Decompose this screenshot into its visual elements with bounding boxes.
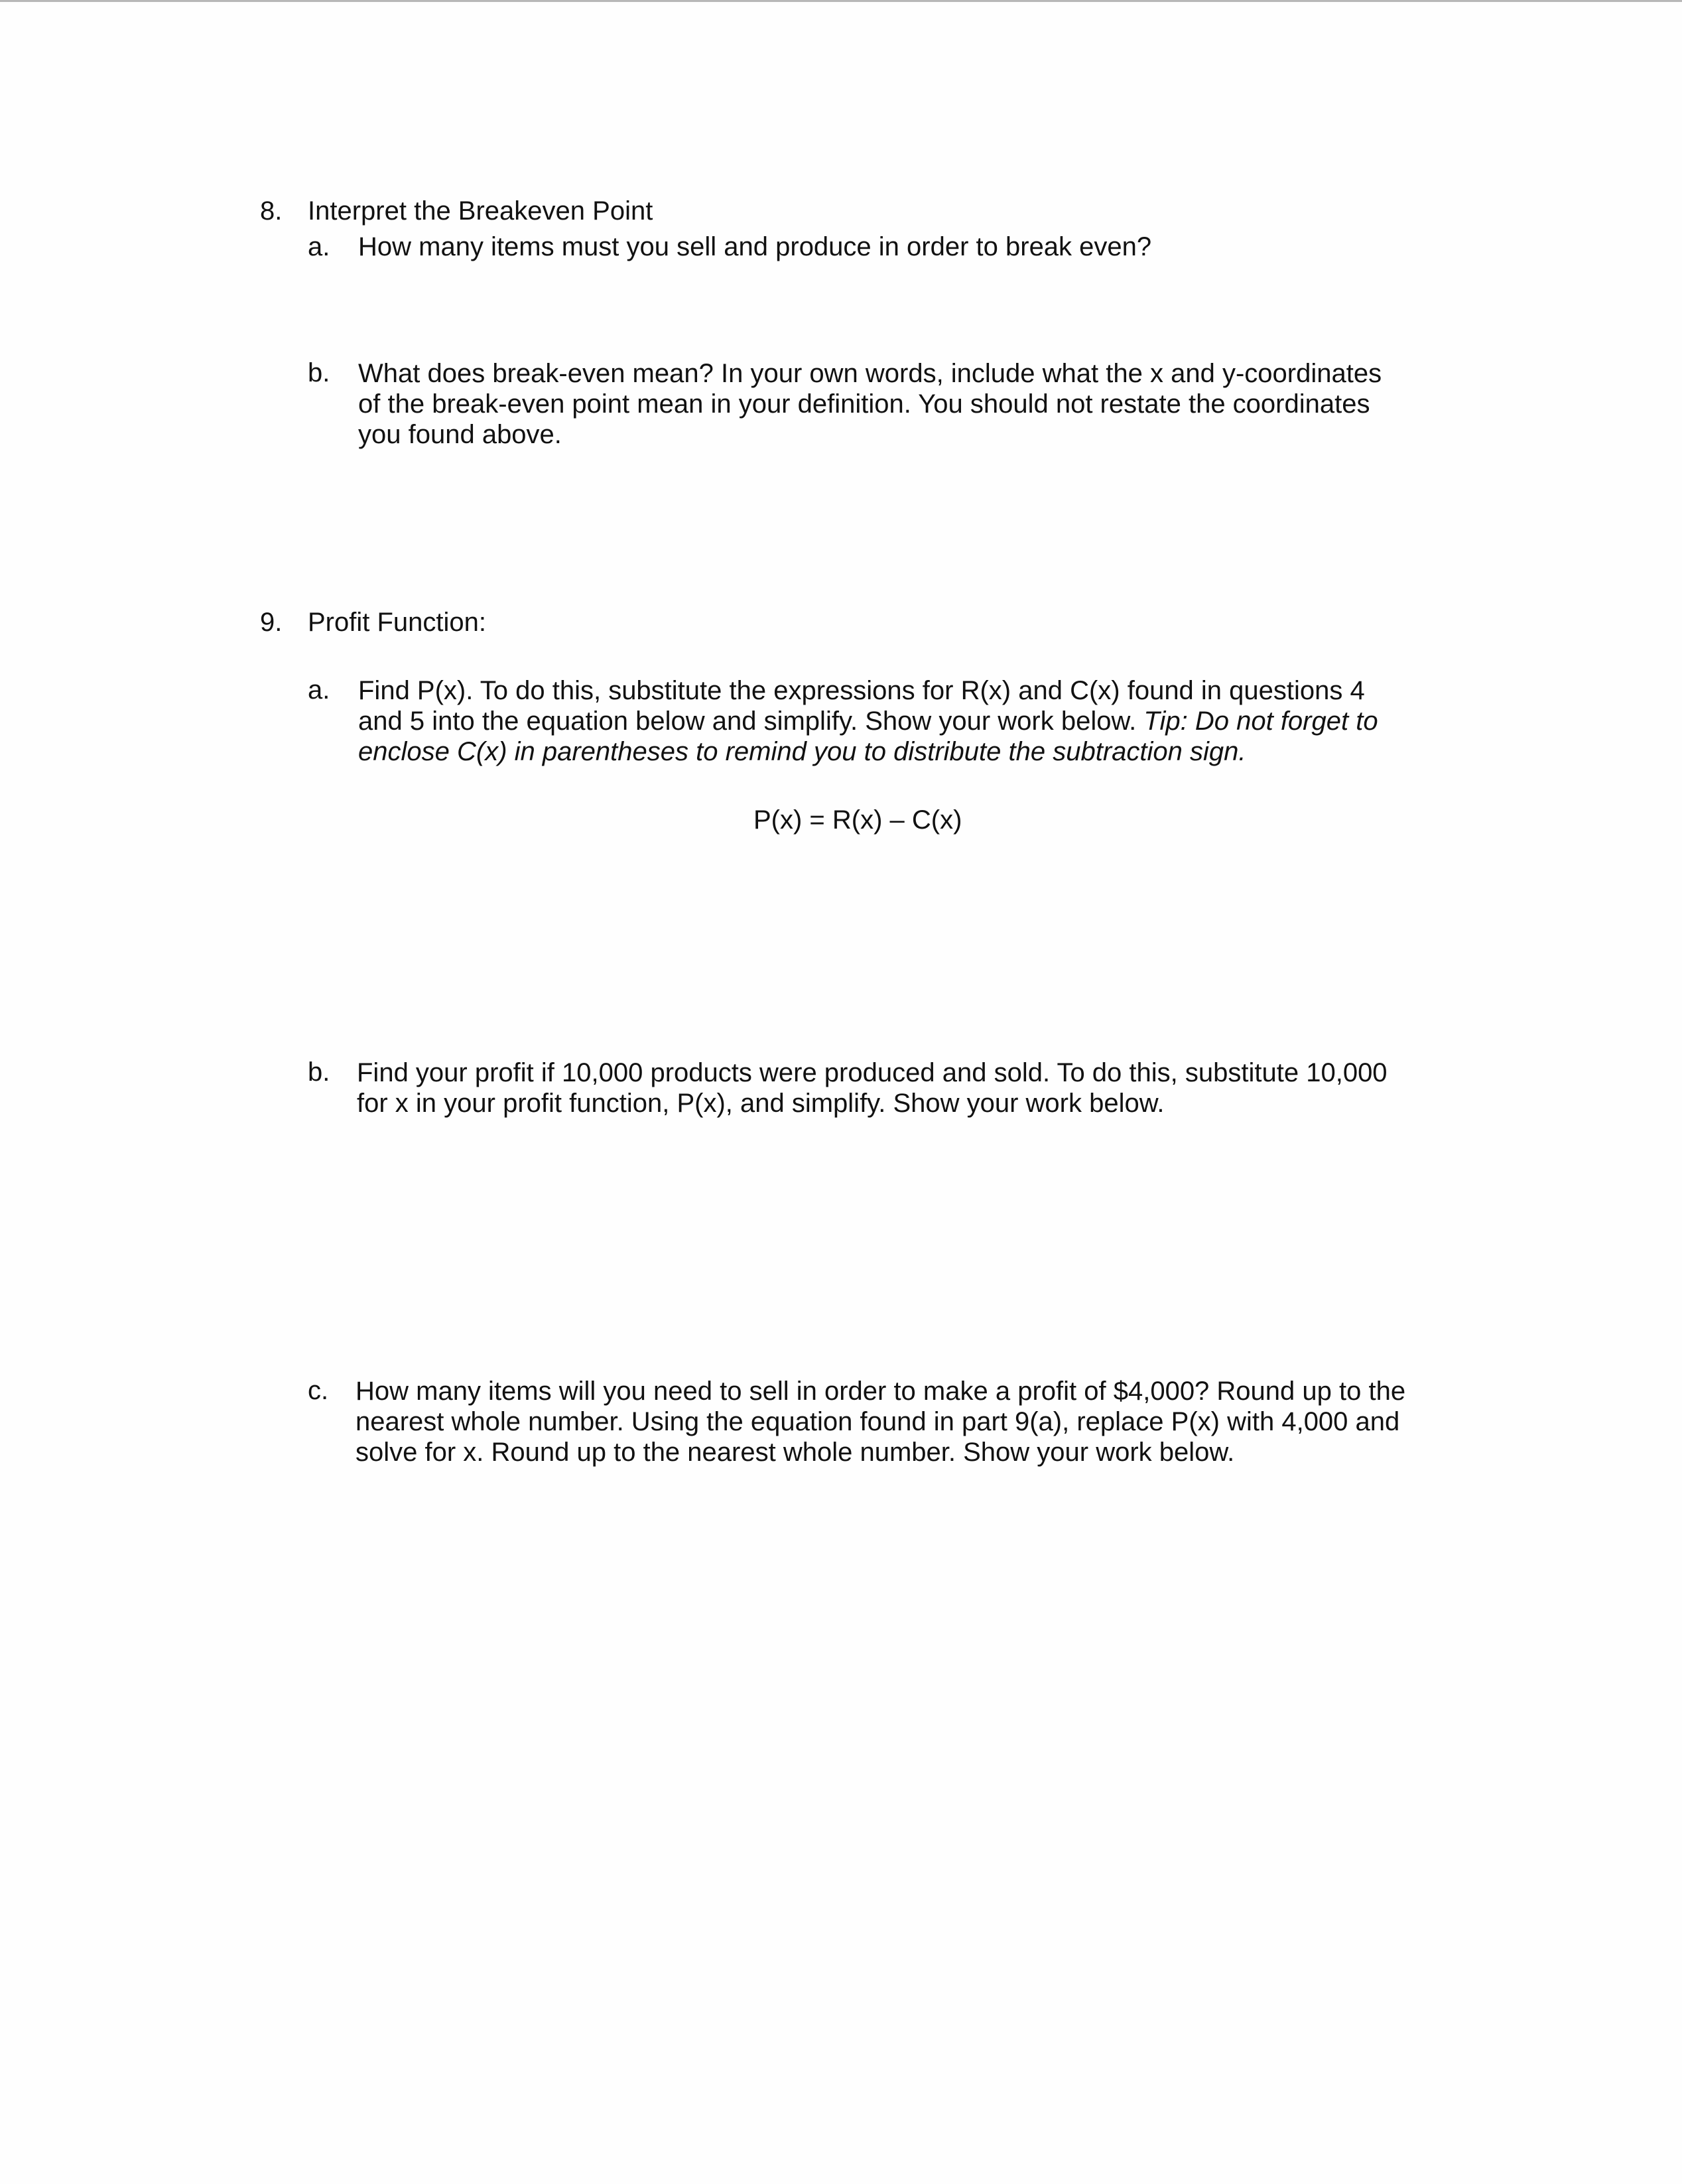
question-9c-line-3: solve for x. Round up to the nearest whole number. Show your work below. xyxy=(356,1438,1235,1467)
question-9-title: Profit Function: xyxy=(308,608,487,637)
question-8a-text xyxy=(358,232,1151,262)
scan-edge xyxy=(0,0,1682,2)
question-9a-line-2-text: and 5 into the equation below and simplify. Show your work below. xyxy=(358,707,1144,736)
question-9b-line-2: for x in your profit function, P(x), and simplify. Show your work below. xyxy=(357,1089,1165,1118)
question-9c-text xyxy=(356,1376,1405,1467)
profit-equation: P(x) = R(x) – C(x) xyxy=(753,805,962,835)
question-9a-letter: a. xyxy=(308,675,330,705)
question-9a-tip-start: Tip: Do not forget to xyxy=(1143,707,1378,736)
question-8b-letter: b. xyxy=(308,358,330,387)
question-9a-line-1: Find P(x). To do this, substitute the expressions for R(x) and C(x) found in questions 4 xyxy=(358,676,1365,705)
question-8-number: 8. xyxy=(260,196,283,226)
question-9a-text xyxy=(358,675,1378,767)
question-8-title: Interpret the Breakeven Point xyxy=(308,196,653,226)
question-9b-letter: b. xyxy=(308,1058,330,1087)
question-9a-line-2 xyxy=(358,706,1378,736)
question-9a-tip-end: enclose C(x) in parentheses to remind you to distribute the subtraction sign. xyxy=(358,737,1246,766)
question-9-number: 9. xyxy=(260,608,283,637)
question-8b-line-1: What does break-even mean? In your own words, include what the x and y-coordinates xyxy=(358,359,1382,388)
question-9c-line-2: nearest whole number. Using the equation found in part 9(a), replace P(x) with 4,000 and xyxy=(356,1407,1400,1436)
question-8b-line-3: you found above. xyxy=(358,420,562,449)
question-9c-line-1: How many items will you need to sell in order to make a profit of $4,000? Round up to the xyxy=(356,1377,1406,1406)
question-9b-line-1: Find your profit if 10,000 products were produced and sold. To do this, substitute 10,000 xyxy=(357,1058,1388,1087)
question-8a-line: How many items must you sell and produce in order to break even? xyxy=(358,232,1152,261)
question-8a-letter: a. xyxy=(308,232,330,261)
question-9c-letter: c. xyxy=(308,1376,329,1405)
question-8b-text xyxy=(358,358,1382,450)
question-8b-line-2: of the break-even point mean in your definition. You should not restate the coordinates xyxy=(358,389,1370,419)
question-9b-text xyxy=(357,1058,1388,1119)
